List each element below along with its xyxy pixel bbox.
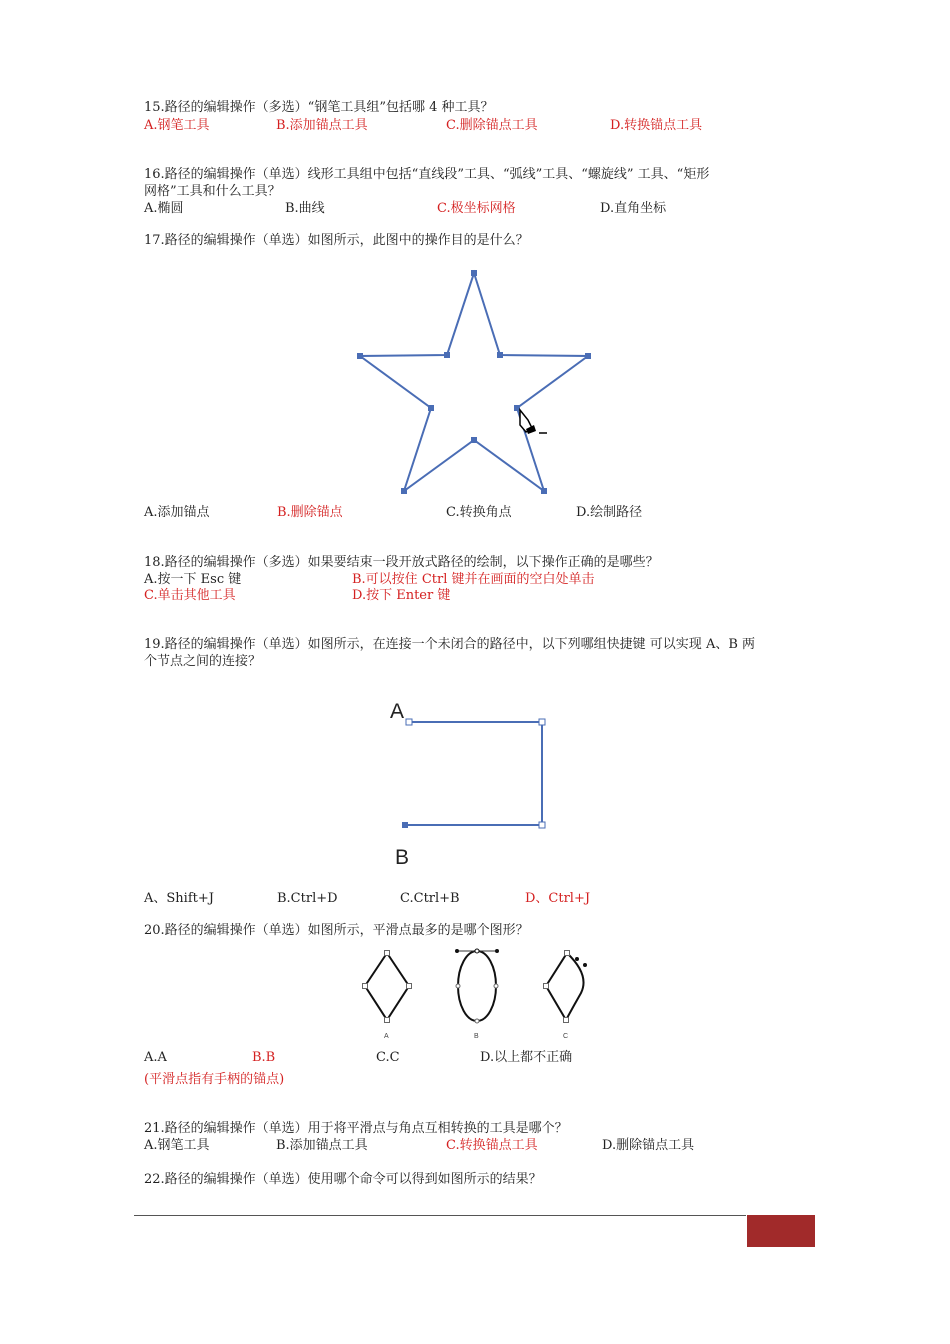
q20-question: 20.路径的编辑操作（单选）如图所示，平滑点最多的是哪个图形？	[144, 923, 529, 938]
q15-option-d: D.转换锚点工具	[610, 118, 703, 133]
q16-option-b: B.曲线	[285, 201, 325, 216]
open-path	[405, 722, 542, 825]
q17-option-d: D.绘制路径	[576, 505, 643, 520]
q21-option-c: C.转换锚点工具	[446, 1138, 538, 1153]
q15-question: 15.路径的编辑操作（多选）“钢笔工具组”包括哪 4 种工具？	[144, 100, 494, 115]
q18-option-c: C.单击其他工具	[144, 588, 236, 603]
q16-option-d: D.直角坐标	[600, 201, 667, 216]
q15-option-c: C.删除锚点工具	[446, 118, 538, 133]
q18-option-a: A.按一下 Esc 键	[144, 572, 242, 587]
q17-question: 17.路径的编辑操作（单选）如图所示，此图中的操作目的是什么？	[144, 233, 529, 248]
q19-option-c: C.Ctrl+B	[400, 891, 460, 906]
q20-option-b: B.B	[252, 1050, 276, 1065]
q18-question: 18.路径的编辑操作（多选）如果要结束一段开放式路径的绘制，以下操作正确的是哪些？	[144, 555, 659, 570]
label-b: B	[474, 1033, 479, 1040]
q19-option-b: B.Ctrl+D	[277, 891, 338, 906]
shape-c	[544, 951, 588, 1041]
q18-option-d: D.按下 Enter 键	[352, 588, 451, 603]
shape-a	[363, 951, 412, 1041]
q19-option-a: A、Shift+J	[144, 891, 214, 906]
pen-minus-cursor-icon	[520, 410, 547, 434]
q20-option-d: D.以上都不正确	[480, 1050, 573, 1065]
q17-option-b: B.删除锚点	[277, 505, 343, 520]
q19-question-line1: 19.路径的编辑操作（单选）如图所示，在连接一个未闭合的路径中，以下列哪组快捷键 可以实现 A、B 两	[144, 637, 756, 652]
q17-star-figure	[350, 265, 600, 500]
q19-question-line2: 个节点之间的连接？	[144, 654, 262, 669]
q19-open-path-figure	[385, 690, 560, 875]
q17-option-c: C.转换角点	[446, 505, 512, 520]
q16-question-line1: 16.路径的编辑操作（单选）线形工具组中包括“直线段”工具、“弧线”工具、“螺旋线” 工具、“矩形	[144, 167, 710, 182]
q15-option-a: A.钢笔工具	[144, 118, 210, 133]
q17-option-a: A.添加锚点	[144, 505, 210, 520]
anchor-points	[357, 270, 591, 494]
q21-option-a: A.钢笔工具	[144, 1138, 210, 1153]
label-c: C	[563, 1033, 569, 1040]
q20-option-a: A.A	[144, 1050, 167, 1065]
q15-option-b: B.添加锚点工具	[276, 118, 368, 133]
star-path	[360, 273, 588, 491]
footer-page-block	[747, 1215, 815, 1247]
q22-question: 22.路径的编辑操作（单选）使用哪个命令可以得到如图所示的结果？	[144, 1172, 542, 1187]
q21-option-d: D.删除锚点工具	[602, 1138, 695, 1153]
q21-question: 21.路径的编辑操作（单选）用于将平滑点与角点互相转换的工具是哪个？	[144, 1121, 568, 1136]
q21-option-b: B.添加锚点工具	[276, 1138, 368, 1153]
q19-option-d: D、Ctrl+J	[525, 891, 591, 906]
q16-question-line2: 网格”工具和什么工具？	[144, 184, 281, 199]
q16-option-c: C.极坐标网格	[437, 201, 516, 216]
q16-option-a: A.椭圆	[144, 201, 184, 216]
q18-option-b: B.可以按住 Ctrl 键并在画面的空白处单击	[352, 572, 595, 587]
label-a: A	[390, 700, 405, 723]
label-b: B	[395, 846, 410, 869]
label-a: A	[384, 1033, 389, 1040]
q20-note: (平滑点指有手柄的锚点)	[144, 1072, 285, 1087]
shape-b	[455, 949, 499, 1040]
q20-shapes-figure	[355, 945, 600, 1045]
footer-rule	[134, 1215, 746, 1216]
q20-option-c: C.C	[376, 1050, 400, 1065]
